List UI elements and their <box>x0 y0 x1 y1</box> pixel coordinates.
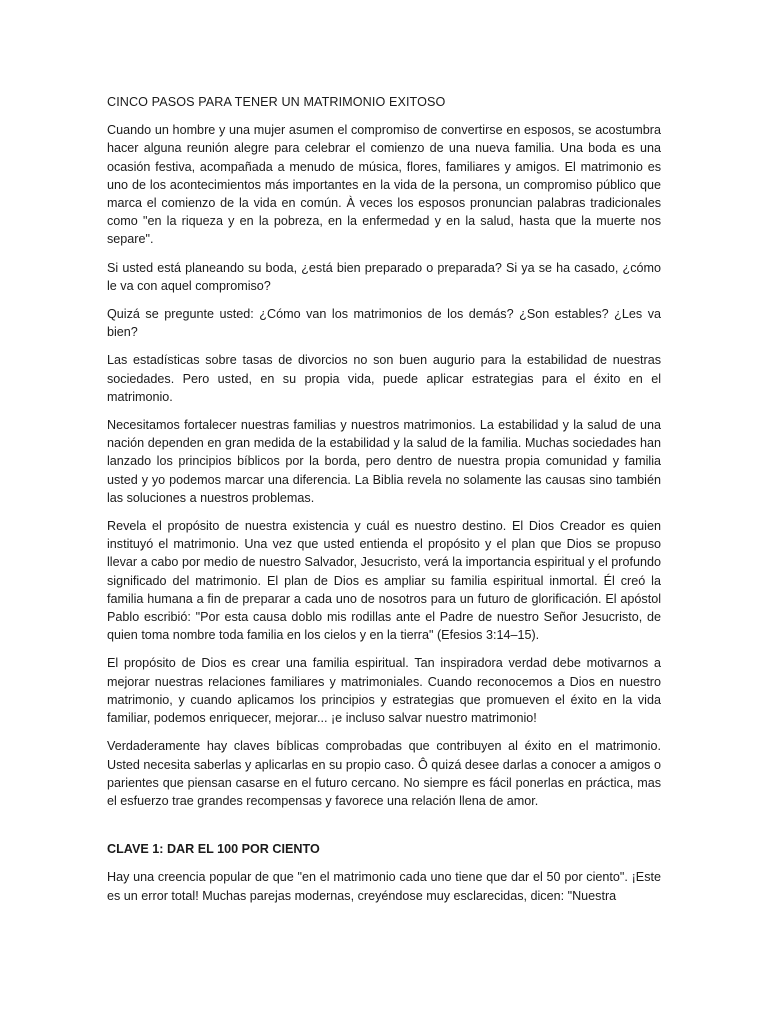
document-page <box>107 93 661 915</box>
document-title: CINCO PASOS PARA TENER UN MATRIMONIO EXITOSO <box>107 95 446 109</box>
paragraph-question: Quizá se pregunte usted: ¿Cómo van los matrimonios de los demás? ¿Son estables? ¿Les va bien? <box>107 307 661 340</box>
paragraph-purpose: Revela el propósito de nuestra existencia y cuál es nuestro destino. El Dios Creador es quien instituyó el matrimonio. Una vez que usted entienda el propósito y el plan que Dios se propuso llevar a cabo por medio de nuestro Salvador, Jesucristo, verá la importancia espiritual y el profundo significado del matrimonio. El plan de Dios es ampliar su familia espiritual inmortal. Él creó la familia humana a fin de preparar a cada uno de nosotros para un futuro de glorificación. El apóstol Pablo escribió: "Por esta causa doblo mis rodillas ante el Padre de nuestro Señor Jesucristo, de quien toma nombre toda familia en los cielos y en la tierra" (Efesios 3:14–15). <box>107 519 661 643</box>
paragraph-intro: Cuando un hombre y una mujer asumen el compromiso de convertirse en esposos, se acostumbra hacer alguna reunión alegre para celebrar el comienzo de una nueva familia. Una boda es una ocasión festiva, acompañada a menudo de música, flores, familiares y amigos. El matrimonio es uno de los acontecimientos más importantes en la vida de la persona, un compromiso público que marca el comienzo de la vida en común. À veces los esposos pronuncian palabras tradicionales como "en la riqueza y en la pobreza, en la enfermedad y en la salud, hasta que la muerte nos separe". <box>107 123 661 247</box>
paragraph-strengthen: Necesitamos fortalecer nuestras familias y nuestros matrimonios. La estabilidad y la salud de una nación dependen en gran medida de la estabilidad y la salud de la familia. Muchas sociedades han lanzado los principios bíblicos por la borda, pero dentro de nuestra propia comunidad y familia usted y yo podemos marcar una diferencia. La Biblia revela no solamente las causas sino también las soluciones a nuestros problemas. <box>107 418 661 505</box>
paragraph-statistics: Las estadísticas sobre tasas de divorcios no son buen augurio para la estabilidad de nuestras sociedades. Pero usted, en su propia vida, puede aplicar estrategias para el éxito en el matrimonio. <box>107 353 661 404</box>
paragraph-planning: Si usted está planeando su boda, ¿está bien preparado o preparada? Si ya se ha casado, ¿cómo le va con aquel compromiso? <box>107 260 661 293</box>
section-heading: CLAVE 1: DAR EL 100 POR CIENTO <box>107 842 320 857</box>
paragraph-biblical-keys: Verdaderamente hay claves bíblicas comprobadas que contribuyen al éxito en el matrimonio. Usted necesita saberlas y aplicarlas en su propio caso. Ô quizá desee darlas a conocer a amigos o parientes que piensan casarse en el futuro cercano. No siempre es fácil ponerlas en práctica, mas el esfuerzo trae grandes recompensas y favorece una relación llena de amor. <box>107 739 661 808</box>
paragraph-section-start: Hay una creencia popular de que "en el matrimonio cada uno tiene que dar el 50 por ciento". ¡Este es un error total! Muchas parejas modernas, creyéndose muy esclarecidas, dicen: "Nuestra <box>107 870 661 903</box>
paragraph-spiritual-family: El propósito de Dios es crear una familia espiritual. Tan inspiradora verdad debe motivarnos a mejorar nuestras relaciones familiares y matrimoniales. Cuando reconocemos a Dios en nuestro matrimonio, y cuando aplicamos los principios y estrategias que promueven el éxito en la vida familiar, podemos enriquecer, mejorar... ¡e incluso salvar nuestro matrimonio! <box>107 656 661 726</box>
